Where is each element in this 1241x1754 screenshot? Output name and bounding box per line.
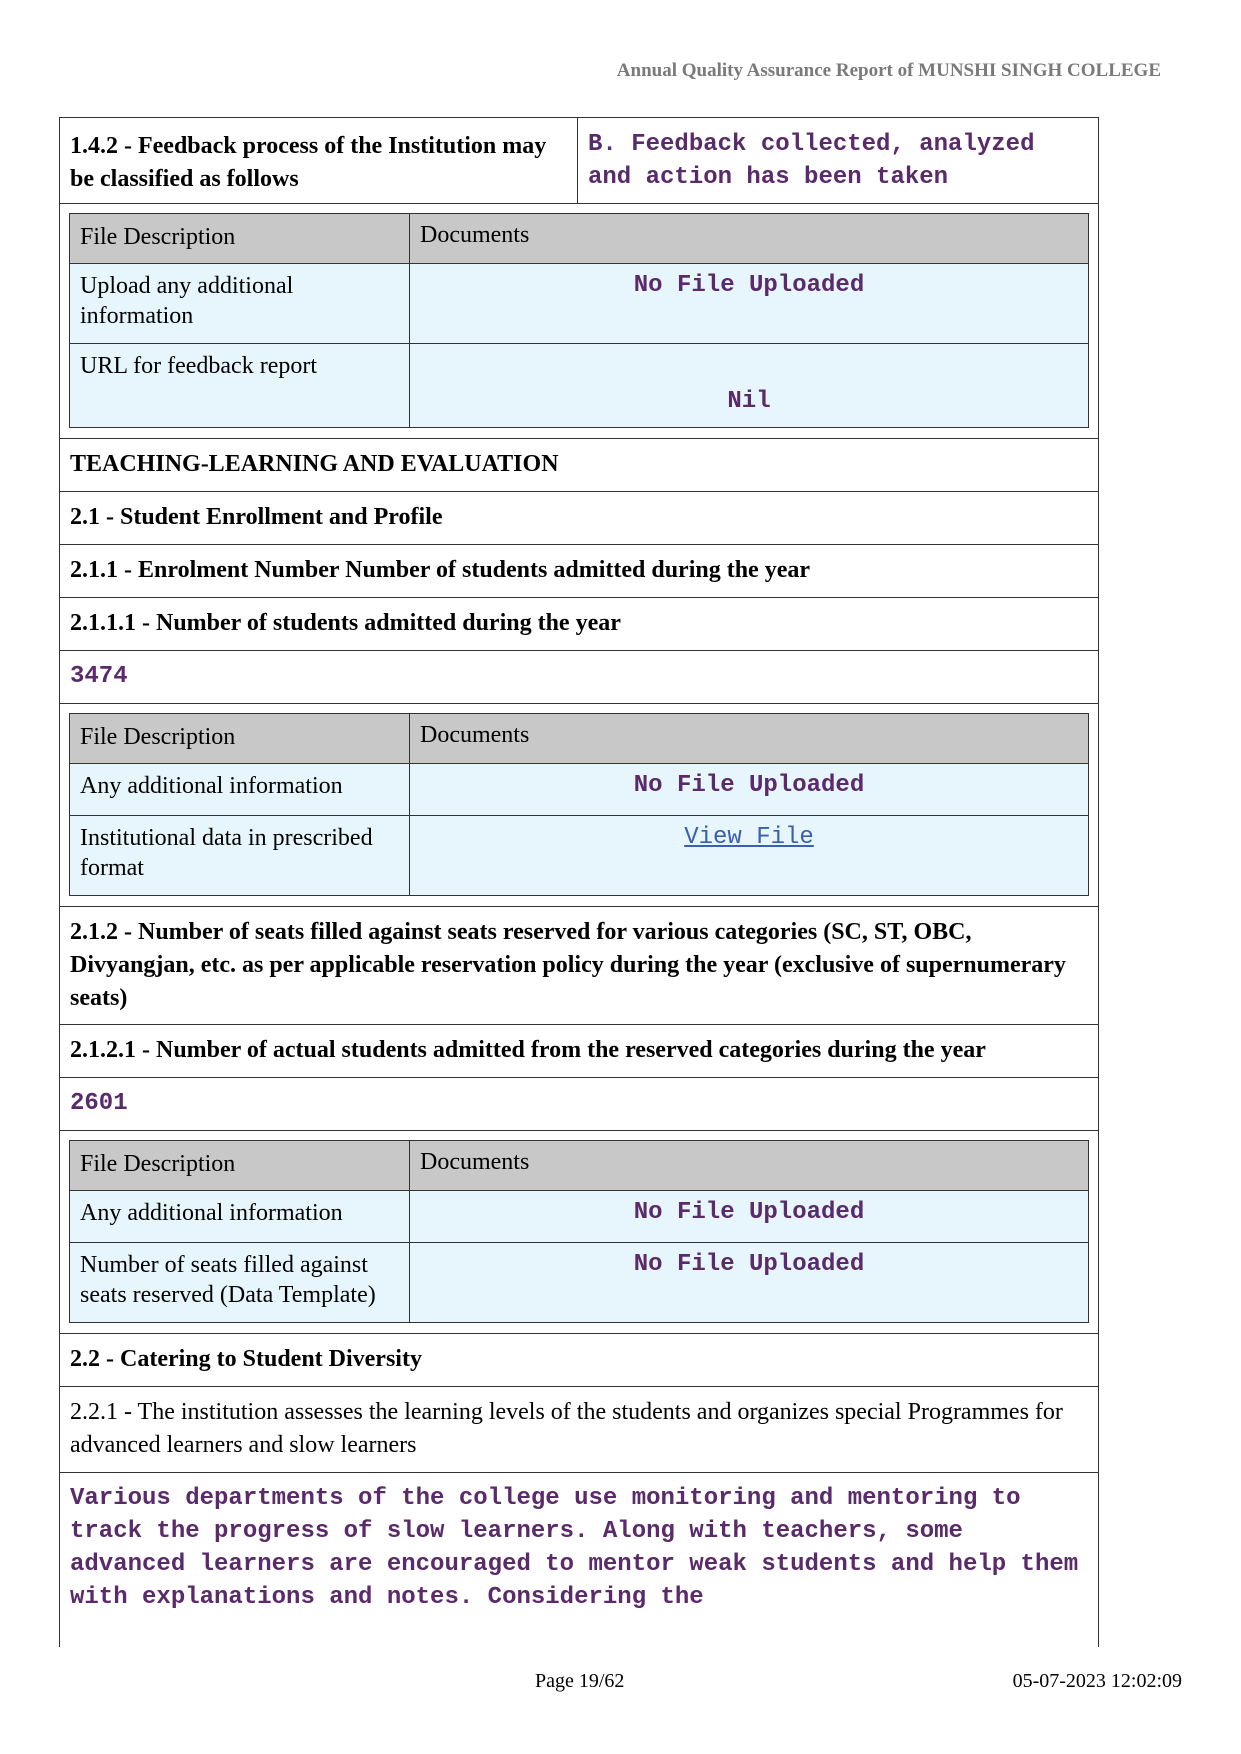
enrolment-documents-section: [60, 704, 1098, 907]
file-description-header: File Description: [70, 714, 410, 764]
heading-2-1: 2.1 - Student Enrollment and Profile: [60, 492, 1098, 545]
document-status: No File Uploaded: [633, 1251, 865, 1278]
page-number: Page 19/62: [535, 1670, 625, 1692]
feedback-documents-table: [69, 213, 1089, 428]
feedback-documents-section: [60, 204, 1098, 439]
feedback-url-value: Nil: [727, 388, 771, 415]
file-description-cell: Upload any additional information: [70, 264, 410, 344]
feedback-process-row: [60, 118, 1098, 204]
table-row: [70, 344, 1089, 428]
document-status: No File Uploaded: [633, 772, 865, 799]
heading-2-2: 2.2 - Catering to Student Diversity: [60, 1334, 1098, 1387]
documents-header: Documents: [410, 214, 1089, 264]
file-description-cell: Number of seats filled against seats reserved (Data Template): [70, 1243, 410, 1323]
heading-2-1-2: 2.1.2 - Number of seats filled against seats reserved for various categories (SC, ST, OBC, Divyangjan, etc. as per applicable reservation policy during the year (exclusive of supernumerary seats): [60, 907, 1098, 1025]
table-row: [70, 816, 1089, 896]
documents-header: Documents: [410, 1141, 1089, 1191]
table-row: [70, 1191, 1089, 1243]
file-description-cell: Institutional data in prescribed format: [70, 816, 410, 896]
report-header-title: Annual Quality Assurance Report of MUNSHI SINGH COLLEGE: [616, 60, 1161, 81]
table-header-row: [70, 714, 1089, 764]
file-description-cell: Any additional information: [70, 764, 410, 816]
heading-2-1-1: 2.1.1 - Enrolment Number Number of students admitted during the year: [60, 545, 1098, 598]
answer-2-2-1: Various departments of the college use monitoring and mentoring to track the progress of slow learners. Along with teachers, some advanced learners are encouraged to mentor weak students and help them with explanations and notes. Considering the: [70, 1485, 1079, 1611]
heading-2-1-2-1: 2.1.2.1 - Number of actual students admitted from the reserved categories during the year: [60, 1025, 1098, 1078]
report-frame: [59, 117, 1099, 1647]
question-2-2-1: 2.2.1 - The institution assesses the learning levels of the students and organizes special Programmes for advanced learners and slow learners: [60, 1387, 1098, 1473]
table-header-row: [70, 214, 1089, 264]
section-title: TEACHING-LEARNING AND EVALUATION: [60, 439, 1098, 492]
view-file-link[interactable]: View File: [684, 824, 814, 851]
document-status: No File Uploaded: [633, 272, 865, 299]
table-row: [70, 264, 1089, 344]
reserved-documents-section: [60, 1131, 1098, 1334]
table-header-row: [70, 1141, 1089, 1191]
file-description-cell: Any additional information: [70, 1191, 410, 1243]
table-row: [70, 1243, 1089, 1323]
report-datetime: 05-07-2023 12:02:09: [1012, 1670, 1182, 1692]
feedback-process-question: 1.4.2 - Feedback process of the Institution may be classified as follows: [60, 118, 578, 203]
reserved-documents-table: [69, 1140, 1089, 1323]
file-description-header: File Description: [70, 1141, 410, 1191]
table-row: [70, 764, 1089, 816]
enrolment-documents-table: [69, 713, 1089, 896]
heading-2-1-1-1: 2.1.1.1 - Number of students admitted during the year: [60, 598, 1098, 651]
feedback-process-answer: B. Feedback collected, analyzed and action has been taken: [588, 131, 1035, 191]
students-admitted-value: 3474: [60, 651, 1098, 704]
document-status: No File Uploaded: [633, 1199, 865, 1226]
documents-header: Documents: [410, 714, 1089, 764]
file-description-cell: URL for feedback report: [70, 344, 410, 428]
file-description-header: File Description: [70, 214, 410, 264]
reserved-students-value: 2601: [60, 1078, 1098, 1131]
